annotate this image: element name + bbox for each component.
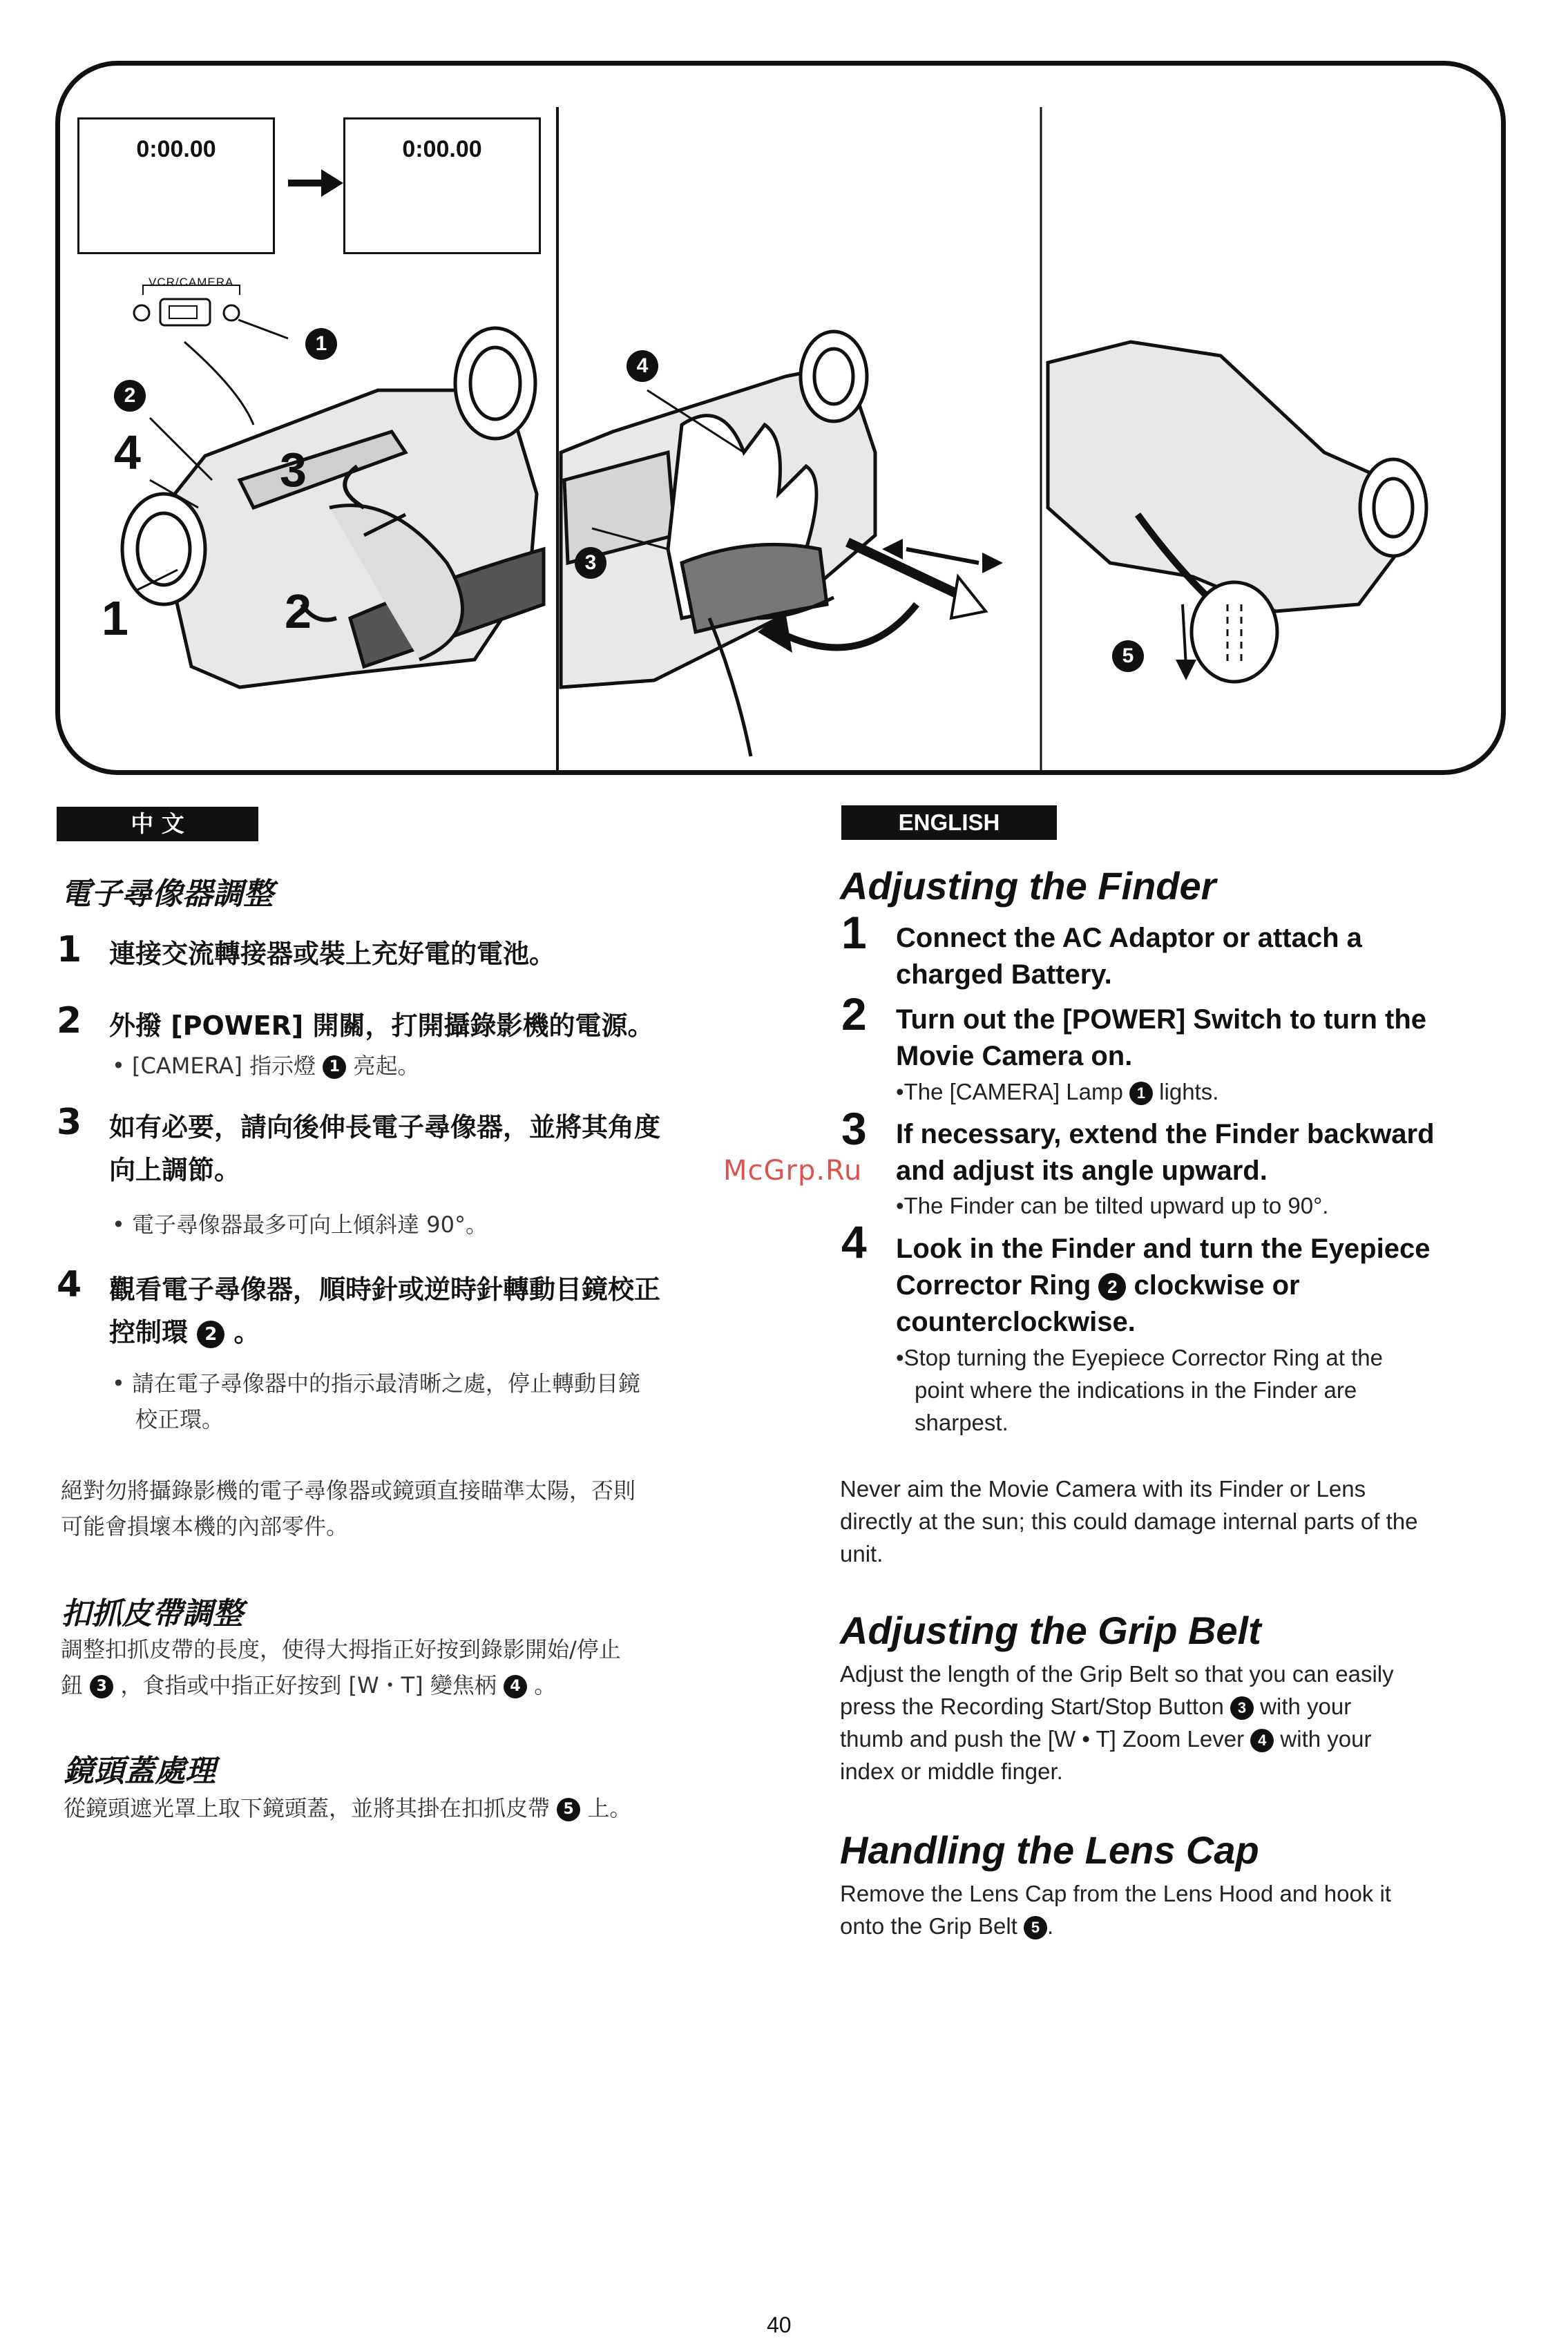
chinese-cap-text — [64, 1790, 631, 1826]
english-step-4-line1: Look in the Finder and turn the Eyepiece — [896, 1234, 1431, 1264]
english-cap-line1: Remove the Lens Cap from the Lens Hood and hook it — [840, 1881, 1391, 1906]
english-step-4-note2: point where the indications in the Finder are — [915, 1377, 1357, 1403]
english-warning-line3: unit. — [840, 1541, 883, 1566]
chinese-step-4-note1: • 請在電子尋像器中的指示最清晰之處，停止轉動目鏡 — [112, 1370, 641, 1397]
english-grip-line2 — [840, 1690, 1351, 1723]
english-step-1-line1: Connect the AC Adaptor or attach a — [896, 923, 1362, 953]
chinese-step-1-text: 連接交流轉接器或裝上充好電的電池。 — [109, 939, 556, 969]
english-step-4-line3: counterclockwise. — [896, 1307, 1136, 1337]
english-step-2-note — [896, 1075, 1218, 1108]
chinese-step-2-text: 外撥 [POWER] 開關，打開攝錄影機的電源。 — [109, 1010, 654, 1041]
chinese-section-bar: 中 文 — [57, 807, 258, 841]
english-grip-line2-a: press the Recording Start/Stop Button — [840, 1694, 1224, 1719]
english-grip-line3-b: with your — [1280, 1726, 1372, 1752]
callout-4-zoom-lever: 4 — [627, 350, 658, 382]
callout-1-inline-en: 1 — [1129, 1082, 1153, 1105]
chinese-step-3-line1: 如有必要，請向後伸長電子尋像器，並將其角度 — [109, 1112, 661, 1142]
english-cap-line2 — [840, 1910, 1053, 1942]
chinese-step-4-number: 4 — [57, 1264, 82, 1305]
english-step-2-line1: Turn out the [POWER] Switch to turn the — [896, 1004, 1427, 1035]
chinese-step-3-number: 3 — [57, 1102, 82, 1143]
english-step-4-note3: sharpest. — [915, 1410, 1008, 1435]
chinese-step-2-note — [112, 1048, 419, 1083]
callout-5-inline: 5 — [557, 1798, 580, 1821]
english-grip-line2-b: with your — [1260, 1694, 1352, 1719]
english-step-4-line2-b: clockwise or — [1134, 1270, 1300, 1301]
camera-illustrations — [60, 66, 1504, 773]
callout-3-inline-en: 3 — [1230, 1696, 1254, 1720]
english-cap-line2-text: onto the Grip Belt — [840, 1913, 1017, 1939]
chinese-step-4-line2 — [109, 1312, 260, 1352]
callout-4-inline-en: 4 — [1250, 1729, 1274, 1752]
english-cap-line2-end: . — [1047, 1913, 1054, 1939]
display-before-time: 0:00.00 — [136, 136, 216, 162]
chinese-warning-line2: 可能會損壞本機的內部零件。 — [61, 1513, 349, 1540]
chinese-step-4-note2: 校正環。 — [135, 1406, 224, 1432]
chinese-cap-text-a: 從鏡頭遮光罩上取下鏡頭蓋，並將其掛在扣抓皮帶 — [64, 1795, 551, 1821]
callout-3-start-stop-button: 3 — [575, 547, 606, 579]
english-grip-line3-a: thumb and push the [W • T] Zoom Lever — [840, 1726, 1245, 1752]
chinese-grip-line2-b: ，食指或中指正好按到 [W・T] 變焦柄 — [120, 1672, 497, 1698]
chinese-finder-title: 電子尋像器調整 — [61, 876, 274, 912]
english-step-2-note-a: •The [CAMERA] Lamp — [896, 1079, 1123, 1104]
step-number-2: 2 — [285, 584, 312, 638]
chinese-step-3-line2: 向上調節。 — [109, 1155, 241, 1185]
chinese-cap-title: 鏡頭蓋處理 — [64, 1754, 216, 1789]
step-number-1: 1 — [102, 591, 128, 645]
chinese-step-4-line2-suffix: 。 — [233, 1317, 260, 1348]
camera-drawing-middle — [561, 332, 875, 756]
camera-drawing-left — [122, 328, 544, 687]
english-grip-line4: index or middle finger. — [840, 1759, 1063, 1784]
chinese-step-1-number: 1 — [57, 929, 82, 970]
chinese-step-2-number: 2 — [57, 1000, 82, 1042]
callout-5-inline-en: 5 — [1024, 1916, 1047, 1939]
english-step-3-number: 3 — [841, 1103, 867, 1154]
english-step-2-note-b: lights. — [1159, 1079, 1219, 1104]
callout-2-inline: 2 — [197, 1321, 224, 1348]
illustration-frame — [55, 61, 1506, 775]
english-cap-title: Handling the Lens Cap — [840, 1828, 1259, 1872]
callout-1-inline: 1 — [323, 1055, 346, 1079]
english-warning-line2: directly at the sun; this could damage internal parts of the — [840, 1508, 1418, 1534]
vcr-camera-switch-label: VCR/CAMERA — [149, 276, 234, 289]
chinese-grip-line1: 調整扣抓皮帶的長度，使得大拇指正好按到錄影開始/停止 — [61, 1636, 621, 1663]
english-step-4-number: 4 — [841, 1216, 867, 1267]
camera-drawing-right — [1048, 342, 1426, 682]
chinese-step-3-note: • 電子尋像器最多可向上傾斜達 90°。 — [112, 1211, 488, 1238]
english-section-bar: ENGLISH — [841, 805, 1057, 840]
english-step-3-line1: If necessary, extend the Finder backward — [896, 1119, 1435, 1149]
callout-2-inline-en: 2 — [1098, 1273, 1126, 1301]
chinese-grip-line2-a: 鈕 — [61, 1672, 84, 1698]
english-step-1-number: 1 — [841, 907, 867, 958]
english-step-2-line2: Movie Camera on. — [896, 1041, 1133, 1071]
display-after — [343, 117, 541, 254]
english-warning-line1: Never aim the Movie Camera with its Finder or Lens — [840, 1476, 1366, 1502]
display-after-time: 0:00.00 — [402, 136, 482, 162]
english-step-4-line2 — [896, 1267, 1300, 1304]
watermark: McGrp.Ru — [723, 1155, 863, 1187]
english-grip-line3 — [840, 1723, 1371, 1755]
chinese-step-4-line1: 觀看電子尋像器，順時針或逆時針轉動目鏡校正 — [109, 1274, 661, 1305]
english-step-2-number: 2 — [841, 988, 867, 1039]
display-before — [77, 117, 275, 254]
english-grip-line1: Adjust the length of the Grip Belt so that you can easily — [840, 1661, 1394, 1687]
callout-2-eyepiece-ring: 2 — [114, 380, 146, 412]
chinese-warning-line1: 絕對勿將攝錄影機的電子尋像器或鏡頭直接瞄準太陽，否則 — [61, 1477, 636, 1504]
english-step-4-note1: •Stop turning the Eyepiece Corrector Ring at the — [896, 1345, 1383, 1370]
callout-3-inline: 3 — [90, 1675, 113, 1698]
chinese-step-2-note-a: • [CAMERA] 指示燈 — [112, 1053, 316, 1079]
chinese-step-2-note-b: 亮起。 — [353, 1053, 420, 1079]
english-finder-title: Adjusting the Finder — [840, 864, 1216, 908]
callout-1-lamp: 1 — [305, 328, 337, 360]
callout-4-inline: 4 — [504, 1675, 527, 1698]
callout-5-lens-cap: 5 — [1112, 640, 1144, 672]
step-number-3: 3 — [280, 443, 307, 497]
chinese-grip-line2-c: 。 — [534, 1672, 557, 1698]
chinese-cap-text-b: 上。 — [587, 1795, 632, 1821]
chinese-step-4-line2-text: 控制環 — [109, 1317, 189, 1348]
page-number: 40 — [767, 2312, 792, 2337]
chinese-grip-title: 扣抓皮帶調整 — [61, 1596, 243, 1631]
english-step-3-note: •The Finder can be tilted upward up to 90°. — [896, 1193, 1329, 1218]
english-grip-title: Adjusting the Grip Belt — [840, 1609, 1261, 1652]
english-step-3-line2: and adjust its angle upward. — [896, 1156, 1268, 1186]
chinese-grip-line2 — [61, 1667, 556, 1703]
english-step-1-line2: charged Battery. — [896, 959, 1112, 990]
step-number-4: 4 — [114, 425, 141, 479]
english-step-4-line2-a: Corrector Ring — [896, 1270, 1091, 1301]
